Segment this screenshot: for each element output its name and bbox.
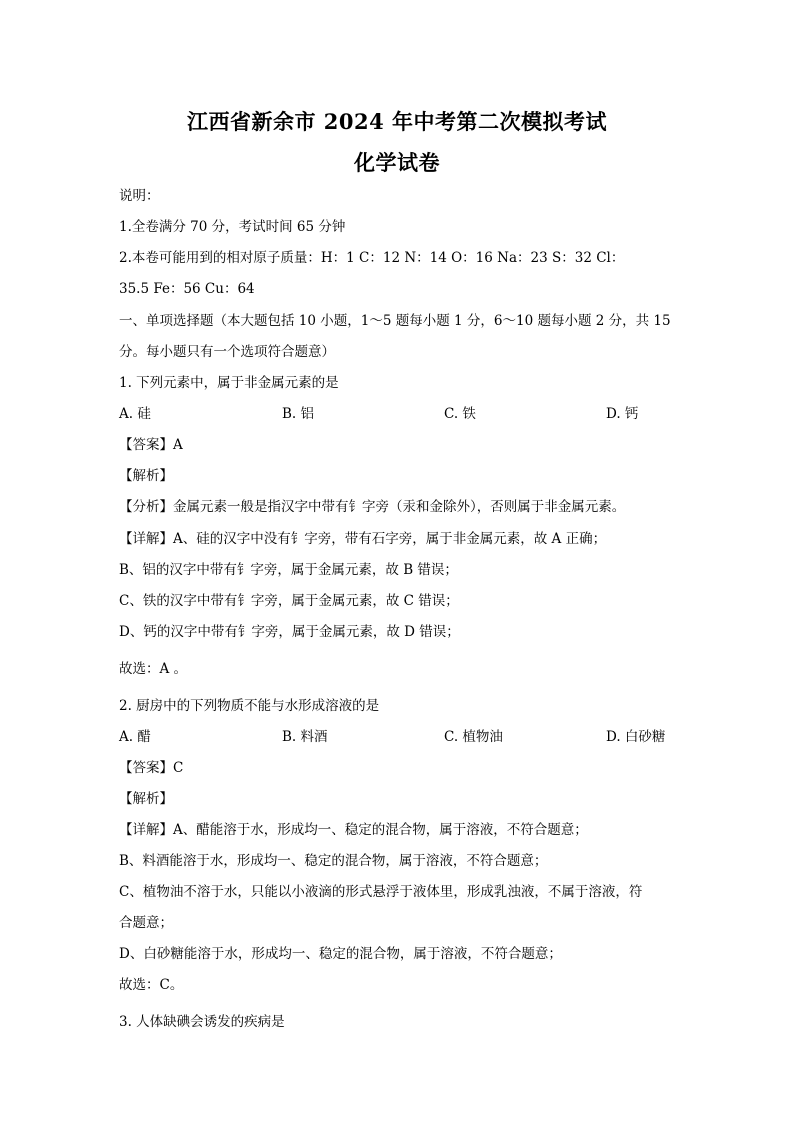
intro-item-2-line-2: 35.5 Fe：56 Cu：64 — [119, 281, 255, 297]
question-2-answer: 【答案】C — [119, 760, 184, 776]
question-1-stem: 1. 下列元素中，属于非金属元素的是 — [119, 375, 339, 391]
intro-item-1: 1.全卷满分 70 分，考试时间 65 分钟 — [119, 219, 346, 235]
section-heading-line-2: 分。每小题只有一个选项符合题意） — [119, 344, 335, 360]
question-1-option-b: B. 铝 — [282, 406, 315, 422]
question-2-analysis-line: C、植物油不溶于水，只能以小液滴的形式悬浮于液体里，形成乳浊液，不属于溶液，符 — [119, 884, 643, 900]
question-2-conclusion: 故选：C。 — [119, 977, 184, 993]
question-1-option-c: C. 铁 — [444, 406, 476, 422]
question-2-analysis-label: 【解析】 — [119, 791, 173, 807]
question-1-conclusion: 故选：A 。 — [119, 661, 188, 677]
question-1-analysis-line: D、钙的汉字中带有钅字旁，属于金属元素，故 D 错误； — [119, 624, 460, 640]
intro-item-2-line-1: 2.本卷可能用到的相对原子质量：H：1 C：12 N：14 O：16 Na：23 S：32 Cl： — [119, 250, 625, 266]
question-2-option-d: D. 白砂糖 — [606, 729, 666, 745]
question-2-option-b: B. 料酒 — [282, 729, 328, 745]
exam-title: 江西省新余市 2024 年中考第二次模拟考试 — [186, 109, 608, 134]
question-2-analysis-line: B、料酒能溶于水，形成均一、稳定的混合物，属于溶液，不符合题意； — [119, 853, 548, 869]
question-1-option-d: D. 钙 — [606, 406, 639, 422]
question-2-analysis-line: D、白砂糖能溶于水，形成均一、稳定的混合物，属于溶液，不符合题意； — [119, 946, 562, 962]
question-2-analysis-line: 【详解】A、醋能溶于水，形成均一、稳定的混合物，属于溶液，不符合题意； — [119, 822, 588, 838]
question-1-answer: 【答案】A — [119, 437, 183, 453]
question-2-stem: 2. 厨房中的下列物质不能与水形成溶液的是 — [119, 698, 380, 714]
question-2-analysis-line: 合题意； — [119, 915, 173, 931]
question-3-stem: 3. 人体缺碘会诱发的疾病是 — [119, 1014, 285, 1030]
exam-subject: 化学试卷 — [354, 150, 440, 175]
question-2-option-c: C. 植物油 — [444, 729, 503, 745]
question-1-analysis-line: 【分析】金属元素一般是指汉字中带有钅字旁（汞和金除外），否则属于非金属元素。 — [119, 499, 626, 515]
question-1-option-a: A. 硅 — [119, 406, 151, 422]
question-1-analysis-line: B、铝的汉字中带有钅字旁，属于金属元素，故 B 错误； — [119, 562, 458, 578]
intro-heading: 说明： — [119, 188, 160, 204]
question-2-option-a: A. 醋 — [119, 729, 151, 745]
question-1-analysis-label: 【解析】 — [119, 468, 173, 484]
question-1-analysis-line: 【详解】A、硅的汉字中没有钅字旁，带有石字旁，属于非金属元素，故 A 正确； — [119, 531, 607, 547]
section-heading-line-1: 一、单项选择题（本大题包括 10 小题，1～5 题每小题 1 分，6～10 题每小题 2 分，共 15 — [119, 313, 671, 329]
question-1-analysis-line: C、铁的汉字中带有钅字旁，属于金属元素，故 C 错误； — [119, 593, 459, 609]
